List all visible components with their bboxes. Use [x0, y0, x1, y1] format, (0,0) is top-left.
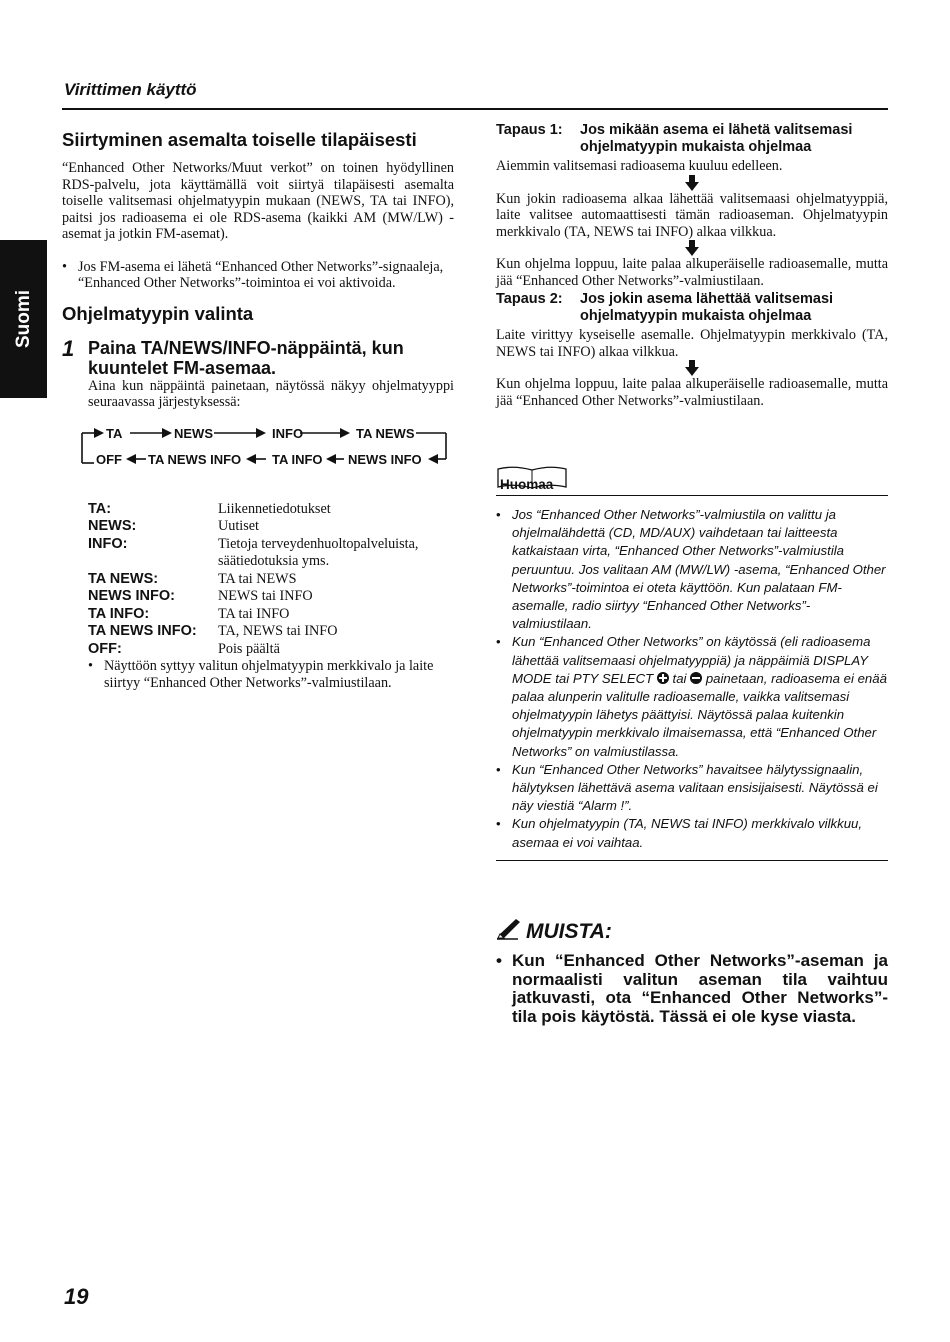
sequence-diagram: [74, 423, 454, 473]
definition-term: INFO:: [88, 535, 128, 552]
definition-desc: Tietoja terveydenhuoltopalveluista, säätiedotuksia yms.: [218, 535, 419, 569]
bullet-text: Jos FM-asema ei lähetä “Enhanced Other Networks”-signaaleja, “Enhanced Other Networks”-toimintoa ei voi aktivoida.: [78, 258, 444, 291]
case-1-heading: [496, 122, 888, 156]
sequence-label: NEWS: [174, 425, 213, 441]
language-side-tab: [0, 240, 47, 398]
step-1: [62, 335, 454, 378]
page-number: 19: [64, 1284, 89, 1309]
note-item: • Kun “Enhanced Other Networks” havaitsee hälytyssignaalin, hälytyksen lähettävä asema valitaan ensisijaisesti. Näytössä ei näy viestiä “Alarm !”.: [496, 761, 888, 816]
reminder-item: • Kun “Enhanced Other Networks”-aseman ja normaalisti valitun aseman tila vaihtuu jatkuvasti, ota “Enhanced Other Networks”-tila pois käytöstä. Tässä ei ole kyse viasta.: [496, 951, 888, 1026]
reminder-heading: [496, 918, 888, 946]
note-text: Kun “Enhanced Other Networks” on käytössä (eli radioasema lähettää valitsemaasi ohjelmatyyppiä) ja näppäimiä DISPLAY MODE tai PTY SELECT: [512, 634, 871, 686]
note-item: • Jos “Enhanced Other Networks”-valmiustila on valittu ja ohjelmalähdettä (CD, MD/AUX) vaihdetaan tai laitteesta katkaistaan virta, “Enhanced Other Networks”-valmiustila peruuntuu. Jos valitaan AM (MW/LW) -asema, “Enhanced Other Networks”-toimintoa ei oteta käyttöön. Kun palataan FM-asemalle, radio siirtyy “Enhanced Other Networks”-valmiustilaan.: [496, 506, 888, 633]
case-text: Kun jokin radioasema alkaa lähettää valitsemaasi ohjelmatyyppiä, laite valitsee automaattisesti tämän radioaseman. Ohjelmatyypin merkkivalo (TA, NEWS tai INFO) alkaa vilkkua.: [496, 190, 888, 240]
definition-term: TA INFO:: [88, 605, 150, 622]
note-title: Huomaa: [500, 477, 554, 492]
note-text: painetaan, radioasema ei enää palaa alunperin valitulle radioasemalle, vaikka valitsemasi ohjelmatyypin lähetys päättyisi. Näytössä palaa kuitenkin ohjelmatyypin merkkivalo ilmaisemassa, että “Enhanced Other Networks” on valmiustilassa.: [512, 670, 887, 759]
definition-term: TA NEWS:: [88, 570, 159, 587]
reminder-box: [496, 918, 888, 1026]
definition-desc: Liikennetiedotukset: [218, 500, 331, 517]
case-2-heading: [496, 291, 888, 325]
reminder-title: MUISTA:: [526, 920, 612, 943]
note-box: [496, 470, 888, 861]
case-text: Aiemmin valitsemasi radioasema kuuluu edelleen.: [496, 158, 783, 174]
case-title: Jos mikään asema ei lähetä valitsemasi ohjelmatyypin mukaista ohjelmaa: [580, 122, 853, 155]
definition-desc: TA, NEWS tai INFO: [218, 623, 338, 639]
reminder-text: Kun “Enhanced Other Networks”-aseman ja normaalisti valitun aseman tila vaihtuu jatkuvasti, ota “Enhanced Other Networks”-tila pois käytöstä. Tässä ei ole kyse viasta.: [512, 951, 888, 1026]
sequence-label: INFO: [272, 425, 304, 441]
down-arrow-icon: [496, 240, 888, 256]
note-text: Kun ohjelmatyypin (TA, NEWS tai INFO) merkkivalo vilkkuu, asemaa ei voi vaihtaa.: [512, 816, 863, 850]
minus-button-icon: [690, 672, 702, 684]
case-text: Kun ohjelma loppuu, laite palaa alkuperäiselle radioasemalle, mutta jää “Enhanced Other Networks”-valmiustilaan.: [496, 376, 888, 409]
definition-term: NEWS INFO:: [88, 588, 175, 604]
sequence-label: TA NEWS: [356, 425, 415, 441]
note-item: • Kun “Enhanced Other Networks” on käytössä (eli radioasema lähettää valitsemaasi ohjelmatyyppiä) ja näppäimiä DISPLAY MODE tai PTY SELECT tai painetaan, radioasema ei enää palaa alunperin valitulle radioasemalle, vaikka valitsemasi ohjelmatyypin lähetys päättyisi. Näytössä palaa kuitenkin ohjelmatyypin merkkivalo ilmaisemassa, että “Enhanced Other Networks” on valmiustilassa.: [496, 634, 887, 759]
sequence-label: NEWS INFO: [348, 451, 422, 467]
note-text: Kun “Enhanced Other Networks” havaitsee hälytyssignaalin, hälytyksen lähettävä asema valitaan ensisijaisesti. Näytössä ei näy viestiä “Alarm !”.: [512, 761, 878, 814]
sequence-label: OFF: [96, 451, 122, 467]
sequence-label: TA: [106, 425, 123, 441]
note-bottom-rule: [496, 860, 888, 861]
list-item: • Jos FM-asema ei lähetä “Enhanced Other Networks”-signaaleja, “Enhanced Other Networks”-toimintoa ei voi aktivoida.: [62, 259, 454, 292]
definition-term: TA NEWS INFO:: [88, 623, 197, 639]
list-item: • Näyttöön syttyy valitun ohjelmatyypin merkkivalo ja laite siirtyy “Enhanced Other Networks”-valmiustilaan.: [88, 658, 454, 691]
definition-desc: TA tai NEWS: [218, 570, 297, 587]
down-arrow-icon: [496, 175, 888, 191]
note-item: • Kun ohjelmatyypin (TA, NEWS tai INFO) merkkivalo vilkkuu, asemaa ei voi vaihtaa.: [496, 815, 888, 851]
case-label: Tapaus 1:: [496, 122, 563, 138]
case-text: Laite virittyy kyseiselle asemalle. Ohjelmatyypin merkkivalo (TA, NEWS tai INFO) alkaa vilkkua.: [496, 327, 888, 360]
plus-button-icon: [657, 672, 669, 684]
section-title-temporary-switch: Siirtyminen asemalta toiselle tilapäisesti: [62, 129, 417, 150]
note-text: tai: [672, 670, 687, 686]
note-text: Jos “Enhanced Other Networks”-valmiustila on valittu ja ohjelmalähdettä (CD, MD/AUX) vaihdetaan tai laitteesta katkaistaan virta, “Enhanced Other Networks”-valmiustila peruuntuu. Jos valitaan AM (MW/LW) -asema, “Enhanced Other Networks”-toimintoa ei oteta käyttöön. Kun palataan FM-asemalle, radio siirtyy “Enhanced Other Networks”-valmiustilaan.: [512, 507, 886, 632]
language-label: Suomi: [12, 289, 34, 349]
definition-term: TA:: [88, 500, 112, 517]
sequence-label: TA INFO: [272, 451, 323, 467]
case-title: Jos jokin asema lähettää valitsemasi ohjelmatyypin mukaista ohjelmaa: [580, 291, 834, 324]
step-number: 1: [62, 335, 75, 361]
section-title-program-type: Ohjelmatyypin valinta: [62, 302, 254, 324]
definition-desc: Uutiset: [218, 518, 259, 534]
section-paragraph: “Enhanced Other Networks/Muut verkot” on toinen hyödyllinen RDS-palvelu, jota käyttämällä voit siirtyä tilapäisesti asemalta toiselle valitsemasi ohjelmatyypin mukaan (NEWS, TA tai INFO), paitsi jos radioasema ei ole RDS-asema (kaikki AM (MW/LW) -asemat ja jotkin FM-asemat).: [62, 160, 454, 242]
header-divider: [62, 108, 888, 110]
case-label: Tapaus 2:: [496, 291, 563, 307]
note-top-rule: [496, 495, 888, 496]
pencil-icon: [496, 918, 522, 946]
definition-term: OFF:: [88, 640, 122, 657]
definition-desc: TA tai INFO: [218, 605, 290, 622]
definition-list: [88, 501, 454, 659]
definition-desc: Pois päältä: [218, 640, 280, 657]
sequence-label: TA NEWS INFO: [148, 451, 242, 467]
step-title: Paina TA/NEWS/INFO-näppäintä, kun kuuntelet FM-asemaa.: [88, 337, 404, 378]
definition-term: NEWS:: [88, 518, 137, 534]
down-arrow-icon: [496, 360, 888, 376]
section-header: Virittimen käyttö: [64, 80, 197, 99]
definition-desc: NEWS tai INFO: [218, 588, 313, 604]
bullet-text: Näyttöön syttyy valitun ohjelmatyypin merkkivalo ja laite siirtyy “Enhanced Other Networks”-valmiustilaan.: [104, 658, 434, 691]
case-text: Kun ohjelma loppuu, laite palaa alkuperäiselle radioasemalle, mutta jää “Enhanced Other Networks”-valmiustilaan.: [496, 256, 888, 289]
step-description: Aina kun näppäintä painetaan, näytössä näkyy ohjelmatyyppi seuraavassa järjestyksessä:: [88, 377, 454, 410]
